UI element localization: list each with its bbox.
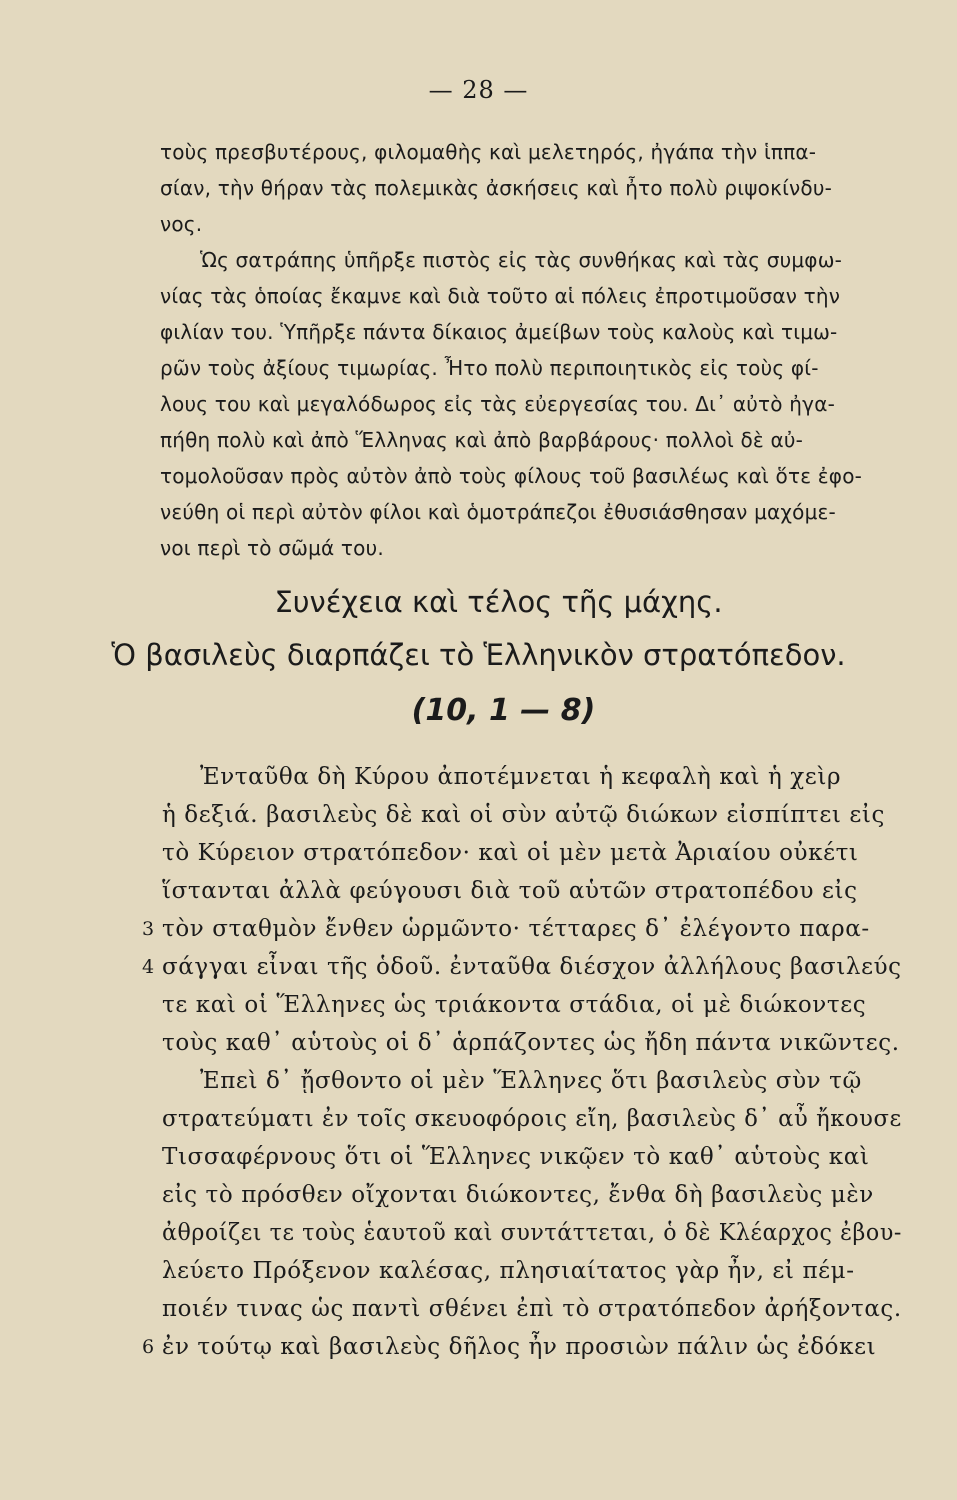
page-number: — 28 —: [428, 76, 529, 104]
notes-line: σίαν, τὴν θήραν τὰς πολεμικὰς ἀσκήσεις καὶ ἦτο πολὺ ριψοκίνδυ-: [160, 176, 833, 200]
section-reference: (10, 1 — 8): [411, 693, 596, 728]
text-line: Ἐνταῦθα δὴ Κύρου ἀποτέμνεται ἡ κεφαλὴ καὶ ἡ χεὶρ: [200, 764, 842, 790]
text-line: εἰς τὸ πρόσθεν οἴχονται διώκοντες, ἔνθα δὴ βασιλεὺς μὲν: [162, 1182, 874, 1208]
text-line: ἡ δεξιά. βασιλεὺς δὲ καὶ οἱ σὺν αὐτῷ διώκων εἰσπίπτει εἰς: [162, 802, 886, 828]
text-line: τοὺς καθ᾽ αὑτοὺς οἱ δ᾽ ἁρπάζοντες ὡς ἤδη πάντα νικῶντες.: [162, 1030, 900, 1056]
notes-line: Ὡς σατράπης ὑπῆρξε πιστὸς εἰς τὰς συνθήκας καὶ τὰς συμφω-: [200, 248, 843, 272]
notes-line: πήθη πολὺ καὶ ἀπὸ Ἕλληνας καὶ ἀπὸ βαρβάρους· πολλοὶ δὲ αὐ-: [160, 428, 804, 452]
text-line: ἵστανται ἀλλὰ φεύγουσι διὰ τοῦ αὑτῶν στρατοπέδου εἰς: [162, 878, 858, 904]
notes-line: νεύθη οἱ περὶ αὐτὸν φίλοι καὶ ὁμοτράπεζοι ἐθυσιάσθησαν μαχόμε-: [160, 500, 836, 524]
text-line: σάγγαι εἶναι τῆς ὁδοῦ. ἐνταῦθα διέσχον ἀλλήλους βασιλεύς: [162, 954, 902, 980]
notes-line: φιλίαν του. Ὑπῆρξε πάντα δίκαιος ἀμείβων τοὺς καλοὺς καὶ τιμω-: [160, 320, 838, 344]
notes-line: νος.: [160, 212, 203, 236]
text-line: τε καὶ οἱ Ἕλληνες ὡς τριάκοντα στάδια, οἱ μὲ διώκοντες: [162, 992, 867, 1018]
text-line: Ἐπεὶ δ᾽ ᾔσθοντο οἱ μὲν Ἕλληνες ὅτι βασιλεὺς σὺν τῷ: [200, 1068, 862, 1094]
text-line: τὸν σταθμὸν ἔνθεν ὡρμῶντο· τέτταρες δ᾽ ἐλέγοντο παρα-: [162, 916, 870, 942]
margin-number: 3: [142, 918, 155, 940]
notes-line: τομολοῦσαν πρὸς αὐτὸν ἀπὸ τοὺς φίλους τοῦ βασιλέως καὶ ὅτε ἐφο-: [160, 464, 863, 488]
notes-line: λους του καὶ μεγαλόδωρος εἰς τὰς εὐεργεσίας του. Δι᾽ αὐτὸ ἠγα-: [160, 392, 836, 416]
margin-number: 4: [142, 956, 155, 978]
notes-line: νίας τὰς ὁποίας ἔκαμνε καὶ διὰ τοῦτο αἱ πόλεις ἐπροτιμοῦσαν τὴν: [160, 284, 841, 308]
notes-line: νοι περὶ τὸ σῶμά του.: [160, 536, 384, 560]
section-subtitle: Ὁ βασιλεὺς διαρπάζει τὸ Ἑλληνικὸν στρατόπεδον.: [111, 638, 846, 672]
text-line: ἀθροίζει τε τοὺς ἑαυτοῦ καὶ συντάττεται, ὁ δὲ Κλέαρχος ἐβου-: [162, 1220, 902, 1246]
text-line: λεύετο Πρόξενον καλέσας, πλησιαίτατος γὰρ ἦν, εἰ πέμ-: [162, 1258, 855, 1284]
text-line: τὸ Κύρειον στρατόπεδον· καὶ οἱ μὲν μετὰ Ἀριαίου οὐκέτι: [162, 840, 859, 866]
margin-number: 6: [142, 1336, 155, 1358]
section-title: Συνέχεια καὶ τέλος τῆς μάχης.: [274, 585, 723, 619]
notes-line: τοὺς πρεσβυτέρους, φιλομαθὴς καὶ μελετηρός, ἠγάπα τὴν ἱππα-: [160, 140, 817, 164]
text-line: ποιέν τινας ὡς παντὶ σθένει ἐπὶ τὸ στρατόπεδον ἀρήξοντας.: [162, 1296, 902, 1322]
text-line: στρατεύματι ἐν τοῖς σκευοφόροις εἴη, βασιλεὺς δ᾽ αὖ ἤκουσε: [162, 1106, 902, 1132]
text-line: Τισσαφέρνους ὅτι οἱ Ἕλληνες νικῷεν τὸ καθ᾽ αὑτοὺς καὶ: [162, 1144, 870, 1170]
text-line: ἐν τούτῳ καὶ βασιλεὺς δῆλος ἦν προσιὼν πάλιν ὡς ἐδόκει: [162, 1334, 877, 1360]
notes-line: ρῶν τοὺς ἀξίους τιμωρίας. Ἦτο πολὺ περιποιητικὸς εἰς τοὺς φί-: [160, 356, 819, 380]
